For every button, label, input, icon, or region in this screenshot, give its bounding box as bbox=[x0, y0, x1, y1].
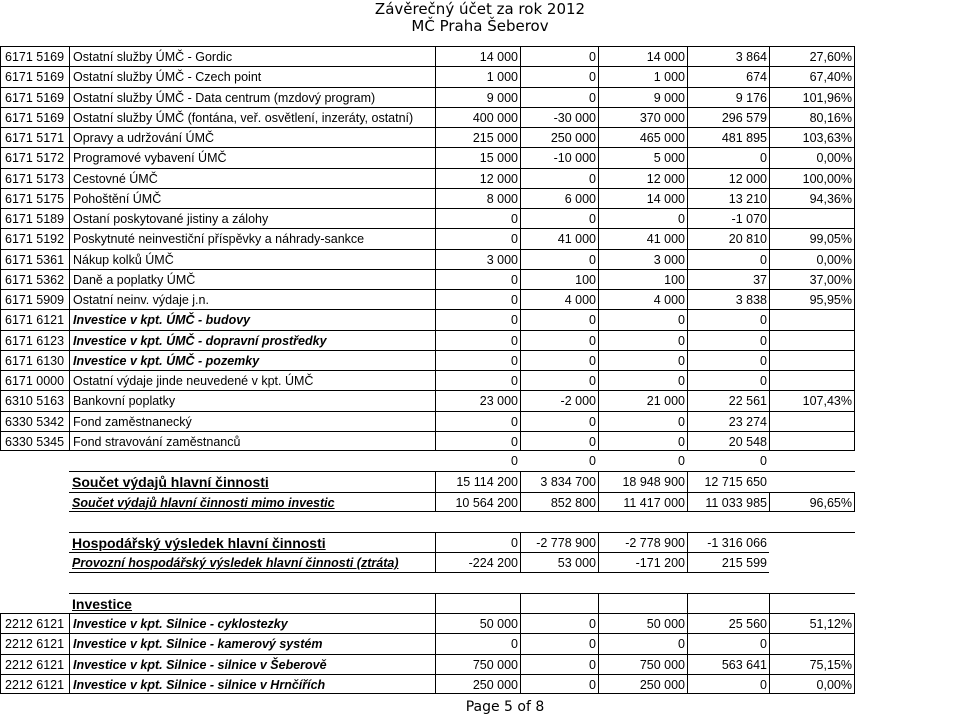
cell-name: Poskytnuté neinvestiční příspěvky a náhrady-sankce bbox=[69, 228, 435, 248]
table-row bbox=[0, 309, 960, 329]
cell-v4: 0 bbox=[687, 330, 769, 350]
cell-v3: 1 000 bbox=[598, 66, 687, 86]
cell-v5: 37,00% bbox=[769, 269, 855, 289]
cell-v1: 0 bbox=[435, 330, 520, 350]
cell-name-text: Investice v kpt. ÚMČ - budovy bbox=[73, 313, 251, 328]
cell-v3: 750 000 bbox=[598, 654, 687, 674]
table-row bbox=[0, 674, 960, 694]
cell-v2: 100 bbox=[520, 269, 598, 289]
result-row-operating bbox=[0, 552, 960, 572]
cell-v5: 0,00% bbox=[769, 147, 855, 167]
cell-v4: 296 579 bbox=[687, 107, 769, 127]
cell-v2: 0 bbox=[589, 454, 596, 468]
table-row bbox=[0, 633, 960, 653]
cell-v3: 41 000 bbox=[598, 228, 687, 248]
cell-v1: 15 114 200 bbox=[435, 471, 520, 491]
page-number: Page 5 of 8 bbox=[465, 699, 545, 715]
cell-v4: 11 033 985 bbox=[687, 492, 769, 512]
cell-v4: 674 bbox=[687, 66, 769, 86]
cell-v1: 0 bbox=[435, 370, 520, 390]
cell-code: 6171 5173 bbox=[0, 168, 69, 188]
cell-v5: 96,65% bbox=[769, 492, 855, 512]
cell-v5: 99,05% bbox=[769, 228, 855, 248]
cell-v1: 23 000 bbox=[435, 390, 520, 410]
cell-v4: 12 000 bbox=[687, 168, 769, 188]
cell-v5 bbox=[769, 431, 855, 451]
cell-name: Programové vybavení ÚMČ bbox=[69, 147, 435, 167]
cell-v2: 0 bbox=[520, 654, 598, 674]
table-row bbox=[0, 249, 960, 269]
cell-v2: 53 000 bbox=[520, 552, 598, 572]
result-row-main bbox=[0, 532, 960, 552]
table-row bbox=[0, 390, 960, 410]
table-row bbox=[0, 107, 960, 127]
cell-v5: 100,00% bbox=[769, 168, 855, 188]
cell-v2: -2 778 900 bbox=[520, 532, 598, 552]
cell-name: Nákup kolků ÚMČ bbox=[69, 249, 435, 269]
cell-name-text: Investice v kpt. ÚMČ - dopravní prostředky bbox=[73, 333, 327, 348]
cell-v2: 0 bbox=[520, 674, 598, 694]
cell-v3: 250 000 bbox=[598, 674, 687, 694]
cell-code: 6171 5189 bbox=[0, 208, 69, 228]
cell-code: 6171 5362 bbox=[0, 269, 69, 289]
cell-code: 2212 6121 bbox=[0, 674, 69, 694]
cell-name: Ostaní poskytované jistiny a zálohy bbox=[69, 208, 435, 228]
cell-v5: 0,00% bbox=[769, 674, 855, 694]
cell-v4: 22 561 bbox=[687, 390, 769, 410]
cell-v1: 750 000 bbox=[435, 654, 520, 674]
cell-v3: 0 bbox=[678, 454, 685, 468]
cell-code: 6171 5169 bbox=[0, 87, 69, 107]
cell-v1: 3 000 bbox=[435, 249, 520, 269]
table-row bbox=[0, 370, 960, 390]
cell-v4: 0 bbox=[687, 147, 769, 167]
sum-label: Součet výdajů hlavní činnosti mimo investic bbox=[72, 495, 335, 510]
cell-v4: 25 560 bbox=[687, 613, 769, 633]
cell-name: Ostatní neinv. výdaje j.n. bbox=[69, 289, 435, 309]
cell-code: 6330 5345 bbox=[0, 431, 69, 451]
cell-name: Ostatní služby ÚMČ (fontána, veř. osvětlení, inzeráty, ostatní) bbox=[69, 107, 435, 127]
cell-v2: 4 000 bbox=[520, 289, 598, 309]
cell-v4: 20 548 bbox=[687, 431, 769, 451]
investment-rows bbox=[0, 613, 960, 694]
cell-code: 6310 5163 bbox=[0, 390, 69, 410]
cell-v3: -171 200 bbox=[598, 552, 687, 572]
cell-v3: 0 bbox=[598, 309, 687, 329]
cell-v4: 0 bbox=[687, 309, 769, 329]
table-row bbox=[0, 330, 960, 350]
cell-v1: 0 bbox=[435, 228, 520, 248]
cell-v3: 12 000 bbox=[598, 168, 687, 188]
cell-v1: 0 bbox=[435, 431, 520, 451]
table-row bbox=[0, 46, 960, 66]
cell-v3: -2 778 900 bbox=[598, 532, 687, 552]
table-row bbox=[0, 147, 960, 167]
cell-v2: 3 834 700 bbox=[520, 471, 598, 491]
cell-v2: 0 bbox=[520, 633, 598, 653]
cell-v5: 0,00% bbox=[769, 249, 855, 269]
cell-v1: 0 bbox=[435, 309, 520, 329]
cell-v4: 37 bbox=[687, 269, 769, 289]
cell-name bbox=[69, 309, 435, 329]
cell-v3: 0 bbox=[598, 633, 687, 653]
cell-name: Cestovné ÚMČ bbox=[69, 168, 435, 188]
subtotal-row-unlabeled bbox=[0, 451, 960, 471]
cell-code: 2212 6121 bbox=[0, 654, 69, 674]
cell-v4: -1 316 066 bbox=[687, 532, 769, 552]
cell-v5: 103,63% bbox=[769, 127, 855, 147]
table-row bbox=[0, 654, 960, 674]
cell-code: 6330 5342 bbox=[0, 411, 69, 431]
cell-v5 bbox=[769, 411, 855, 431]
cell-v3: 0 bbox=[598, 370, 687, 390]
table-row bbox=[0, 431, 960, 451]
cell-v2: 0 bbox=[520, 208, 598, 228]
cell-v4: 215 599 bbox=[687, 552, 769, 572]
cell-v3: 465 000 bbox=[598, 127, 687, 147]
cell-v3: 14 000 bbox=[598, 46, 687, 66]
cell-v1: -224 200 bbox=[435, 552, 520, 572]
cell-name: Investice v kpt. Silnice - cyklostezky bbox=[69, 613, 435, 633]
cell-v4: 0 bbox=[760, 454, 767, 468]
cell-v5: 75,15% bbox=[769, 654, 855, 674]
cell-v1: 8 000 bbox=[435, 188, 520, 208]
cell-v3: 0 bbox=[598, 350, 687, 370]
cell-name: Fond stravování zaměstnanců bbox=[69, 431, 435, 451]
sum-label: Součet výdajů hlavní činnosti bbox=[72, 474, 269, 491]
cell-v2: 0 bbox=[520, 46, 598, 66]
cell-v4: 3 864 bbox=[687, 46, 769, 66]
table-row bbox=[0, 228, 960, 248]
cell-v4: 481 895 bbox=[687, 127, 769, 147]
cell-v3: 50 000 bbox=[598, 613, 687, 633]
cell-code: 6171 0000 bbox=[0, 370, 69, 390]
cell-v5: 101,96% bbox=[769, 87, 855, 107]
cell-v3: 0 bbox=[598, 411, 687, 431]
cell-v4: 0 bbox=[687, 674, 769, 694]
cell-v5 bbox=[769, 309, 855, 329]
cell-v3: 4 000 bbox=[598, 289, 687, 309]
cell-v1: 1 000 bbox=[435, 66, 520, 86]
cell-v5 bbox=[769, 633, 855, 653]
cell-code: 6171 6130 bbox=[0, 350, 69, 370]
cell-v2: 0 bbox=[520, 613, 598, 633]
cell-v1: 9 000 bbox=[435, 87, 520, 107]
cell-code: 6171 5361 bbox=[0, 249, 69, 269]
cell-v2: 0 bbox=[520, 309, 598, 329]
cell-v3: 0 bbox=[598, 208, 687, 228]
cell-v3: 11 417 000 bbox=[598, 492, 687, 512]
budget-table bbox=[0, 46, 960, 694]
invest-heading-row bbox=[0, 593, 960, 613]
cell-v4: 13 210 bbox=[687, 188, 769, 208]
cell-v4: 20 810 bbox=[687, 228, 769, 248]
cell-v1: 0 bbox=[435, 269, 520, 289]
cell-v3: 100 bbox=[598, 269, 687, 289]
cell-code: 6171 5169 bbox=[0, 107, 69, 127]
table-row bbox=[0, 87, 960, 107]
cell-code: 6171 5171 bbox=[0, 127, 69, 147]
cell-v2: -30 000 bbox=[520, 107, 598, 127]
cell-v5 bbox=[769, 208, 855, 228]
cell-v2: 0 bbox=[520, 66, 598, 86]
cell-v1: 0 bbox=[435, 350, 520, 370]
cell-v1: 10 564 200 bbox=[435, 492, 520, 512]
cell-name: Ostatní služby ÚMČ - Czech point bbox=[69, 66, 435, 86]
cell-v1: 215 000 bbox=[435, 127, 520, 147]
cell-name: Opravy a udržování ÚMČ bbox=[69, 127, 435, 147]
table-row bbox=[0, 289, 960, 309]
cell-code: 6171 5909 bbox=[0, 289, 69, 309]
sum-row-noninvest bbox=[0, 492, 960, 512]
cell-v1: 250 000 bbox=[435, 674, 520, 694]
cell-v5 bbox=[769, 350, 855, 370]
cell-v3: 21 000 bbox=[598, 390, 687, 410]
cell-v5: 67,40% bbox=[769, 66, 855, 86]
table-row bbox=[0, 613, 960, 633]
cell-name: Investice v kpt. Silnice - kamerový systém bbox=[69, 633, 435, 653]
cell-code: 2212 6121 bbox=[0, 633, 69, 653]
cell-name bbox=[69, 350, 435, 370]
expense-rows bbox=[0, 46, 960, 451]
cell-v4: 0 bbox=[687, 633, 769, 653]
cell-v2: 250 000 bbox=[520, 127, 598, 147]
cell-v1: 14 000 bbox=[435, 46, 520, 66]
cell-v3: 18 948 900 bbox=[598, 471, 687, 491]
cell-v4: 0 bbox=[687, 350, 769, 370]
cell-name-text: Investice v kpt. ÚMČ - pozemky bbox=[73, 353, 260, 368]
cell-name: Ostatní výdaje jinde neuvedené v kpt. ÚMČ bbox=[69, 370, 435, 390]
cell-v4: 23 274 bbox=[687, 411, 769, 431]
cell-v2: 0 bbox=[520, 249, 598, 269]
cell-v2: 0 bbox=[520, 411, 598, 431]
cell-v2: 0 bbox=[520, 431, 598, 451]
cell-code: 6171 6123 bbox=[0, 330, 69, 350]
cell-code: 2212 6121 bbox=[0, 613, 69, 633]
cell-v4: 563 641 bbox=[687, 654, 769, 674]
cell-name: Ostatní služby ÚMČ - Data centrum (mzdový program) bbox=[69, 87, 435, 107]
cell-name: Daně a poplatky ÚMČ bbox=[69, 269, 435, 289]
cell-name bbox=[69, 330, 435, 350]
cell-v5: 95,95% bbox=[769, 289, 855, 309]
cell-v4: 3 838 bbox=[687, 289, 769, 309]
cell-v2: 41 000 bbox=[520, 228, 598, 248]
document-title: Závěrečný účet za rok 2012 bbox=[374, 0, 586, 18]
table-row bbox=[0, 127, 960, 147]
cell-v1: 50 000 bbox=[435, 613, 520, 633]
cell-code: 6171 5172 bbox=[0, 147, 69, 167]
cell-v5: 107,43% bbox=[769, 390, 855, 410]
cell-name: Ostatní služby ÚMČ - Gordic bbox=[69, 46, 435, 66]
cell-v4: -1 070 bbox=[687, 208, 769, 228]
table-row bbox=[0, 269, 960, 289]
cell-v2: 0 bbox=[520, 330, 598, 350]
cell-v2: 0 bbox=[520, 370, 598, 390]
cell-v5: 80,16% bbox=[769, 107, 855, 127]
cell-v1: 12 000 bbox=[435, 168, 520, 188]
cell-name: Investice v kpt. Silnice - silnice v Hrnčířích bbox=[69, 674, 435, 694]
cell-v3: 370 000 bbox=[598, 107, 687, 127]
cell-v3: 14 000 bbox=[598, 188, 687, 208]
cell-v1: 0 bbox=[435, 532, 520, 552]
table-row bbox=[0, 208, 960, 228]
cell-v3: 3 000 bbox=[598, 249, 687, 269]
table-row bbox=[0, 350, 960, 370]
cell-code: 6171 5175 bbox=[0, 188, 69, 208]
table-row bbox=[0, 66, 960, 86]
result-label: Hospodářský výsledek hlavní činnosti bbox=[72, 535, 326, 551]
table-row bbox=[0, 411, 960, 431]
cell-v1: 0 bbox=[435, 208, 520, 228]
cell-v2: 0 bbox=[520, 87, 598, 107]
cell-v5 bbox=[769, 330, 855, 350]
table-row bbox=[0, 188, 960, 208]
cell-v4: 12 715 650 bbox=[687, 471, 769, 491]
cell-v3: 9 000 bbox=[598, 87, 687, 107]
cell-v1: 15 000 bbox=[435, 147, 520, 167]
cell-name: Pohoštění ÚMČ bbox=[69, 188, 435, 208]
cell-v2: 852 800 bbox=[520, 492, 598, 512]
document-subtitle: MČ Praha Šeberov bbox=[411, 17, 549, 35]
cell-code: 6171 6121 bbox=[0, 309, 69, 329]
cell-v1: 0 bbox=[435, 633, 520, 653]
cell-code: 6171 5169 bbox=[0, 66, 69, 86]
cell-code: 6171 5192 bbox=[0, 228, 69, 248]
cell-v5 bbox=[769, 370, 855, 390]
cell-v5 bbox=[769, 471, 855, 491]
cell-v2: -2 000 bbox=[520, 390, 598, 410]
cell-name: Fond zaměstnanecký bbox=[69, 411, 435, 431]
cell-v1: 0 bbox=[511, 454, 518, 468]
result-label: Provozní hospodářský výsledek hlavní činnosti (ztráta) bbox=[72, 556, 399, 571]
cell-v2: 0 bbox=[520, 168, 598, 188]
sum-row-main bbox=[0, 471, 960, 491]
cell-v1: 0 bbox=[435, 289, 520, 309]
cell-v2: -10 000 bbox=[520, 147, 598, 167]
cell-v4: 0 bbox=[687, 249, 769, 269]
cell-v4: 0 bbox=[687, 370, 769, 390]
cell-v3: 0 bbox=[598, 330, 687, 350]
cell-name: Investice v kpt. Silnice - silnice v Šeberově bbox=[69, 654, 435, 674]
cell-v1: 0 bbox=[435, 411, 520, 431]
cell-v3: 5 000 bbox=[598, 147, 687, 167]
cell-v2: 0 bbox=[520, 350, 598, 370]
cell-name: Bankovní poplatky bbox=[69, 390, 435, 410]
cell-code: 6171 5169 bbox=[0, 46, 69, 66]
table-row bbox=[0, 168, 960, 188]
invest-heading: Investice bbox=[72, 595, 132, 612]
cell-v1: 400 000 bbox=[435, 107, 520, 127]
cell-v2: 6 000 bbox=[520, 188, 598, 208]
cell-v4: 9 176 bbox=[687, 87, 769, 107]
cell-v5: 51,12% bbox=[769, 613, 855, 633]
cell-v5: 27,60% bbox=[769, 46, 855, 66]
cell-v3: 0 bbox=[598, 431, 687, 451]
cell-v5: 94,36% bbox=[769, 188, 855, 208]
